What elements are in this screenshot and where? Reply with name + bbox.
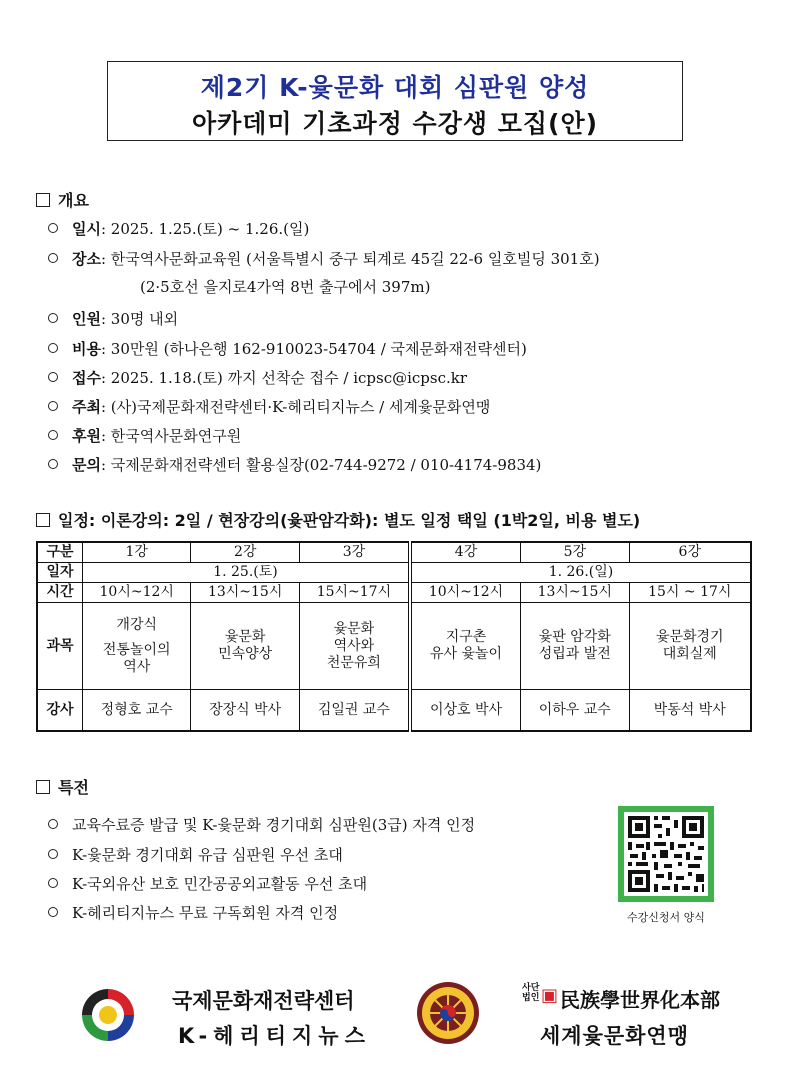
subject-cell (191, 603, 299, 690)
circle-bullet-icon (48, 223, 58, 233)
circle-bullet-icon (48, 343, 58, 353)
overview-item-date: 일시: 2025. 1.25.(토) ~ 1.26.(일) (48, 218, 309, 239)
subject-cell (410, 603, 521, 690)
circle-bullet-icon (48, 401, 58, 411)
subject-line: 윷문화경기 (655, 629, 724, 645)
qr-caption: 수강신청서 양식 (627, 911, 705, 924)
overview-item-host: 주최: (사)국제문화재전략센터·K-헤리티지뉴스 / 세계윷문화연맹 (48, 396, 490, 417)
row-label-instructor: 강사 (37, 690, 83, 732)
instructor-cell: 정형호 교수 (83, 690, 191, 732)
lecture-header: 1강 (83, 542, 191, 563)
lecture-header: 4강 (410, 542, 521, 563)
table-row (37, 542, 751, 563)
subject-line: 윷문화 (333, 620, 375, 637)
row-label-subject: 과목 (37, 603, 83, 690)
subject-line: 대회실제 (662, 646, 717, 662)
subject-cell (299, 603, 410, 690)
circle-bullet-icon (48, 819, 58, 829)
overview-location-subway: (2·5호선 을지로4가역 8번 출구에서 397m) (140, 278, 431, 296)
overview-item-location: 장소: 한국역사문화교육원 (서울특별시 중구 퇴계로 45길 22-6 일호빌딩 301호) (48, 248, 600, 269)
benefits-heading: 특전 (36, 775, 89, 798)
subject-line: 민속양상 (218, 646, 273, 662)
instructor-cell: 김일권 교수 (299, 690, 410, 732)
square-bullet-icon (36, 780, 50, 794)
row-label-date: 일자 (37, 563, 83, 583)
square-bullet-icon (36, 193, 50, 207)
benefit-item: K-국외유산 보호 민간공공외교활동 우선 초대 (48, 873, 367, 894)
time-cell: 13시~15시 (191, 583, 299, 603)
overview-item-cost: 비용: 30만원 (하나은행 162-910023-54704 / 국제문화재전략센터) (48, 338, 527, 359)
circle-bullet-icon (48, 430, 58, 440)
subject-line: 역사와 (333, 637, 375, 654)
icpsc-logo-icon (78, 985, 138, 1045)
circle-bullet-icon (48, 459, 58, 469)
subject-line: 지구촌 (445, 629, 487, 645)
org1-news: K-헤리티지뉴스 (178, 1024, 371, 1048)
circle-bullet-icon (48, 849, 58, 859)
org1-name: 국제문화재전략센터 (172, 989, 355, 1013)
subject-line: 윷문화 (224, 629, 266, 645)
subject-line: 천문유희 (326, 654, 381, 671)
title-box (107, 61, 683, 141)
instructor-cell: 이상호 박사 (410, 690, 521, 732)
benefit-item: 교육수료증 발급 및 K-윷문화 경기대회 심판원(3급) 자격 인정 (48, 814, 475, 835)
instructor-cell: 이하우 교수 (521, 690, 629, 732)
circle-bullet-icon (48, 907, 58, 917)
overview-heading: 개요 (36, 188, 89, 211)
overview-item-inquiry: 문의: 국제문화재전략센터 활용실장(02-744-9272 / 010-4174-9834) (48, 454, 541, 475)
org2-prefix: 사단 법인 (522, 983, 540, 1003)
subject-line: 전통놀이의 (102, 641, 171, 658)
date-cell: 1. 26.(일) (410, 563, 751, 583)
instructor-cell: 박동석 박사 (629, 690, 751, 732)
schedule-heading: 일정: 이론강의: 2일 / 현장강의(윷판암각화): 별도 일정 택일 (1박2일, 비용 별도) (36, 508, 640, 531)
lecture-header: 6강 (629, 542, 751, 563)
circle-bullet-icon (48, 313, 58, 323)
org2-hanja-name: 民族學世界化本部 (560, 988, 720, 1012)
time-cell: 10시~12시 (83, 583, 191, 603)
yut-federation-emblem-icon (415, 980, 481, 1046)
subject-cell (521, 603, 629, 690)
qr-code-icon[interactable] (618, 806, 714, 902)
subject-line: 역사 (123, 658, 151, 675)
page-title: 제2기 K-윷문화 대회 심판원 양성 (200, 73, 590, 102)
benefit-item: K-헤리티지뉴스 무료 구독회원 자격 인정 (48, 902, 338, 923)
instructor-cell: 장장식 박사 (191, 690, 299, 732)
subject-line: 성립과 발전 (538, 646, 611, 662)
row-label-division: 구분 (37, 542, 83, 563)
page-subtitle: 아카데미 기초과정 수강생 모집(안) (191, 109, 599, 138)
schedule-table (36, 541, 752, 732)
circle-bullet-icon (48, 878, 58, 888)
table-row (37, 563, 751, 583)
circle-bullet-icon (48, 372, 58, 382)
overview-item-capacity: 인원: 30명 내외 (48, 308, 178, 329)
square-bullet-icon (36, 513, 50, 527)
time-cell: 15시~17시 (299, 583, 410, 603)
lecture-header: 3강 (299, 542, 410, 563)
subject-line: 윷판 암각화 (538, 629, 611, 645)
date-cell: 1. 25.(토) (83, 563, 410, 583)
org2-hanja-mark: ▣ (541, 985, 559, 1006)
time-cell: 10시~12시 (410, 583, 521, 603)
org2-name: 세계윷문화연맹 (540, 1024, 690, 1048)
lecture-header: 2강 (191, 542, 299, 563)
lecture-header: 5강 (521, 542, 629, 563)
circle-bullet-icon (48, 253, 58, 263)
subject-opening: 개강식 (116, 616, 157, 633)
subject-cell (629, 603, 751, 690)
overview-item-registration: 접수: 2025. 1.18.(토) 까지 선착순 접수 / icpsc@icpsc.kr (48, 367, 467, 388)
time-cell: 15시 ~ 17시 (629, 583, 751, 603)
benefit-item: K-윷문화 경기대회 유급 심판원 우선 초대 (48, 844, 343, 865)
overview-item-sponsor: 후원: 한국역사문화연구원 (48, 425, 241, 446)
time-cell: 13시~15시 (521, 583, 629, 603)
table-row (37, 690, 751, 732)
row-label-time: 시간 (37, 583, 83, 603)
table-row (37, 603, 751, 690)
subject-line: 유사 윷놀이 (429, 646, 503, 662)
subject-cell (83, 603, 191, 690)
table-row (37, 583, 751, 603)
